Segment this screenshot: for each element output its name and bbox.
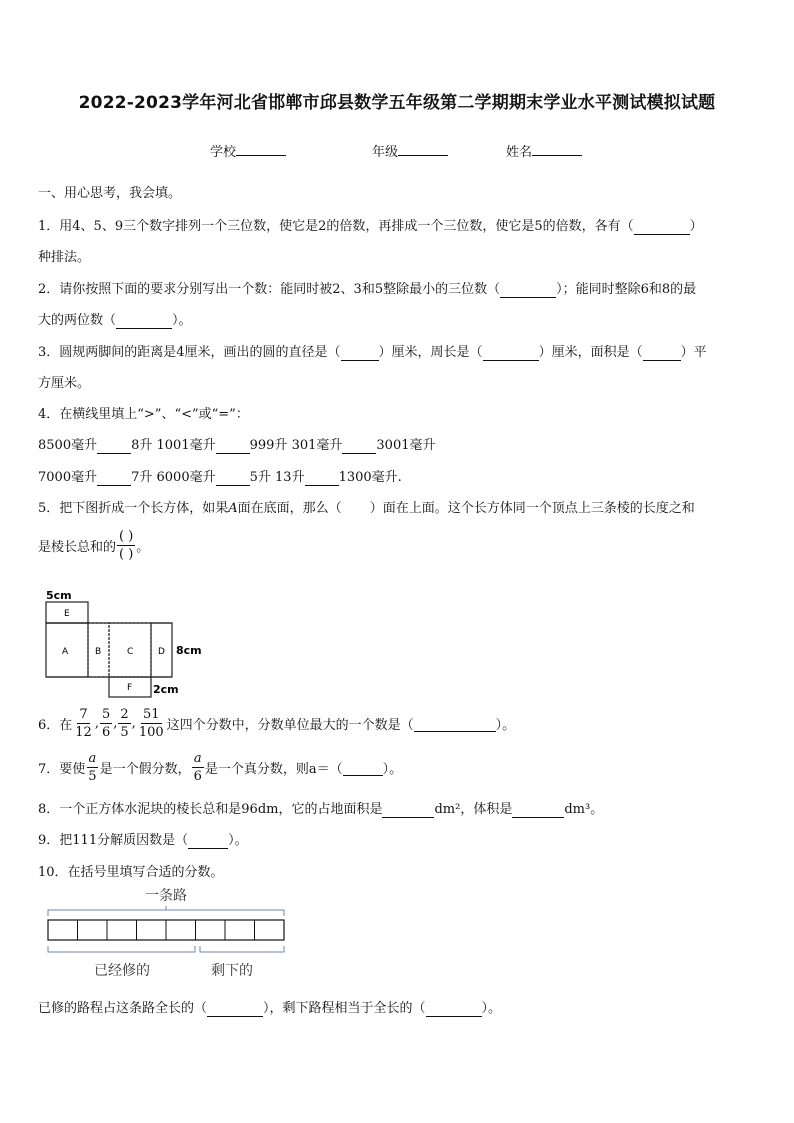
q3-blank-3[interactable] [643,345,681,361]
q10-close: ）。 [481,1001,502,1016]
q4-item: 6000毫升 [156,470,216,485]
q10-blank-1[interactable] [207,1001,263,1017]
name-label: 姓名 [506,145,533,160]
q6-fraction-2: $\frac{5}{6}$ [101,707,111,740]
q8-blank-2[interactable] [512,802,564,818]
q5-blank[interactable] [342,501,370,516]
question-1 [38,215,703,235]
q4-blank[interactable] [305,470,339,486]
done-label: 已经修的 [94,963,150,979]
q3-end: ）平 [680,345,707,360]
q4-row-2 [38,466,402,486]
q7-mid-2: 是一个真分数，则a＝（ [204,762,343,777]
q2-text: 2．请你按照下面的要求分别写出一个数：能同时被2、3和5整除最小的三位数（ [38,282,501,297]
q7-close: ）。 [382,762,403,777]
question-8 [38,798,603,818]
q3-mid-1: ）厘米，周长是（ [378,345,483,360]
question-6: 6．在 $\frac{7}{12}$ , $\frac{5}{6}$ , $\frac{2}{5}$ , $\frac{51}{100}$ 这四个分数中，分数单位最大的一个数是（ ）。 [38,707,516,740]
grade-field [372,141,448,160]
q5-line-2 [38,530,149,561]
grade-label: 年级 [372,145,399,160]
q7-fraction-2: $\frac{a}{6}$ [193,751,202,784]
road-diagram [40,880,300,985]
q8-mid: dm²，体积是 [434,802,513,817]
q6-blank[interactable] [414,716,496,732]
q10-text-1: 已修的路程占这条路全长的（ [38,1001,208,1016]
grade-blank[interactable] [398,142,448,156]
q8-text: 8．一个正方体水泥块的棱长总和是96dm，它的占地面积是 [38,802,383,817]
q5-fraction-blank[interactable] [117,530,135,561]
q4-item: 301毫升 [291,438,343,453]
q4-item: 7升 [131,470,153,485]
q4-blank[interactable] [216,438,250,454]
section-heading: 一、用心思考，我会填。 [38,186,182,201]
q1-text: 1．用4、5、9三个数字排列一个三位数，使它是2的倍数，再排成一个三位数，使它是5的倍数，各有（ [38,219,634,234]
net-label-f: F [127,683,133,693]
q9-text: 9．把111分解质因数是（ [38,833,189,848]
question-7 [38,752,402,783]
road-label: 一条路 [145,888,187,904]
question-2-line2 [38,309,192,329]
school-blank[interactable] [236,142,286,156]
q1-close: ） [689,219,703,234]
q10-blank-2[interactable] [426,1001,482,1017]
q4-item: 8升 [131,438,153,453]
q5-end: 。 [136,540,150,555]
q5-numerator: ( ) [119,529,134,544]
q6-close: ）。 [495,718,516,733]
q10-text-2: ），剩下路程相当于全长的（ [263,1001,426,1016]
net-label-right: 8cm [176,644,202,657]
left-brace [200,946,284,952]
q5-text: 5．把下图折成一个长方体，如果 [38,501,229,516]
q2-mid: ）；能同时整除6和8的最 [556,282,697,297]
question-4: 4．在横线里填上“>”、“<”或“=”： [38,407,249,422]
q4-item: 5升 [249,470,271,485]
q4-item: 1300毫升. [338,470,402,485]
q9-blank[interactable] [188,833,228,849]
question-5 [38,497,695,516]
q4-item: 7000毫升 [38,470,98,485]
q1-blank[interactable] [634,219,690,235]
q6-fraction-3: $\frac{2}{5}$ [120,707,129,740]
q5-mid: 面在底面，那么（ [237,501,342,516]
q4-row-1 [38,434,436,454]
q9-close: ）。 [228,833,248,848]
net-label-bottom: 2cm [153,683,179,696]
net-label-e: E [64,609,70,619]
q4-blank[interactable] [342,438,376,454]
q4-item: 1001毫升 [156,438,216,453]
q3-tail: 方厘米。 [38,376,91,391]
net-label-d: D [158,647,165,657]
q4-item: 999升 [249,438,288,453]
q3-mid-2: ）厘米，面积是（ [538,345,643,360]
page-title: 2022-2023学年河北省邯郸市邱县数学五年级第二学期期末学业水平测试模拟试题 [78,93,716,113]
question-3 [38,341,707,361]
net-label-b: B [95,647,102,657]
q6-mid: 这四个分数中，分数单位最大的一个数是（ [166,718,414,733]
q2-close: ）。 [172,313,192,328]
q5-denominator: ( ) [119,547,134,562]
net-label-top: 5cm [46,589,72,602]
cuboid-net-diagram [40,585,220,700]
school-label: 学校 [210,145,237,160]
q4-item: 3001毫升 [376,438,436,453]
q4-blank[interactable] [97,470,131,486]
q2-text-2: 大的两位数（ [38,313,117,328]
q2-blank-2[interactable] [116,313,172,329]
q4-blank[interactable] [97,438,131,454]
q7-text: 7．要使 [38,762,86,777]
q6-fraction-4: $\frac{51}{100}$ [138,707,164,740]
question-10: 10．在括号里填写合适的分数。 [38,865,224,880]
q8-blank-1[interactable] [382,802,434,818]
q6-fraction-1: $\frac{7}{12}$ [75,707,92,740]
q2-blank-1[interactable] [500,282,556,298]
q6-text: 6．在 [38,718,73,733]
question-2 [38,278,696,298]
name-field [506,141,582,160]
name-blank[interactable] [532,142,582,156]
school-field [210,141,286,160]
q10-answer [38,997,501,1017]
left-label: 剩下的 [211,963,253,979]
question-9 [38,829,248,849]
q3-text: 3．圆规两脚间的距离是4厘米，画出的圆的直径是（ [38,345,341,360]
q5-face-a: A [228,501,238,516]
q3-blank-2[interactable] [483,345,539,361]
net-label-a: A [62,647,69,657]
q8-end: dm³。 [564,802,604,817]
q4-item: 13升 [275,470,305,485]
q5-rest: ）面在上面。这个长方体同一个顶点上三条棱的长度之和 [369,501,695,516]
top-brace [48,910,284,916]
q4-blank[interactable] [216,470,250,486]
q7-blank[interactable] [343,760,383,776]
q1-tail: 种排法。 [38,250,91,265]
q4-item: 8500毫升 [38,438,98,453]
done-brace [48,946,195,952]
q3-blank-1[interactable] [341,345,379,361]
net-label-c: C [127,647,134,657]
q5-text-2: 是棱长总和的 [38,540,117,555]
q7-fraction-1: $\frac{a}{5}$ [88,751,97,784]
q7-mid-1: 是一个假分数， [99,762,191,777]
